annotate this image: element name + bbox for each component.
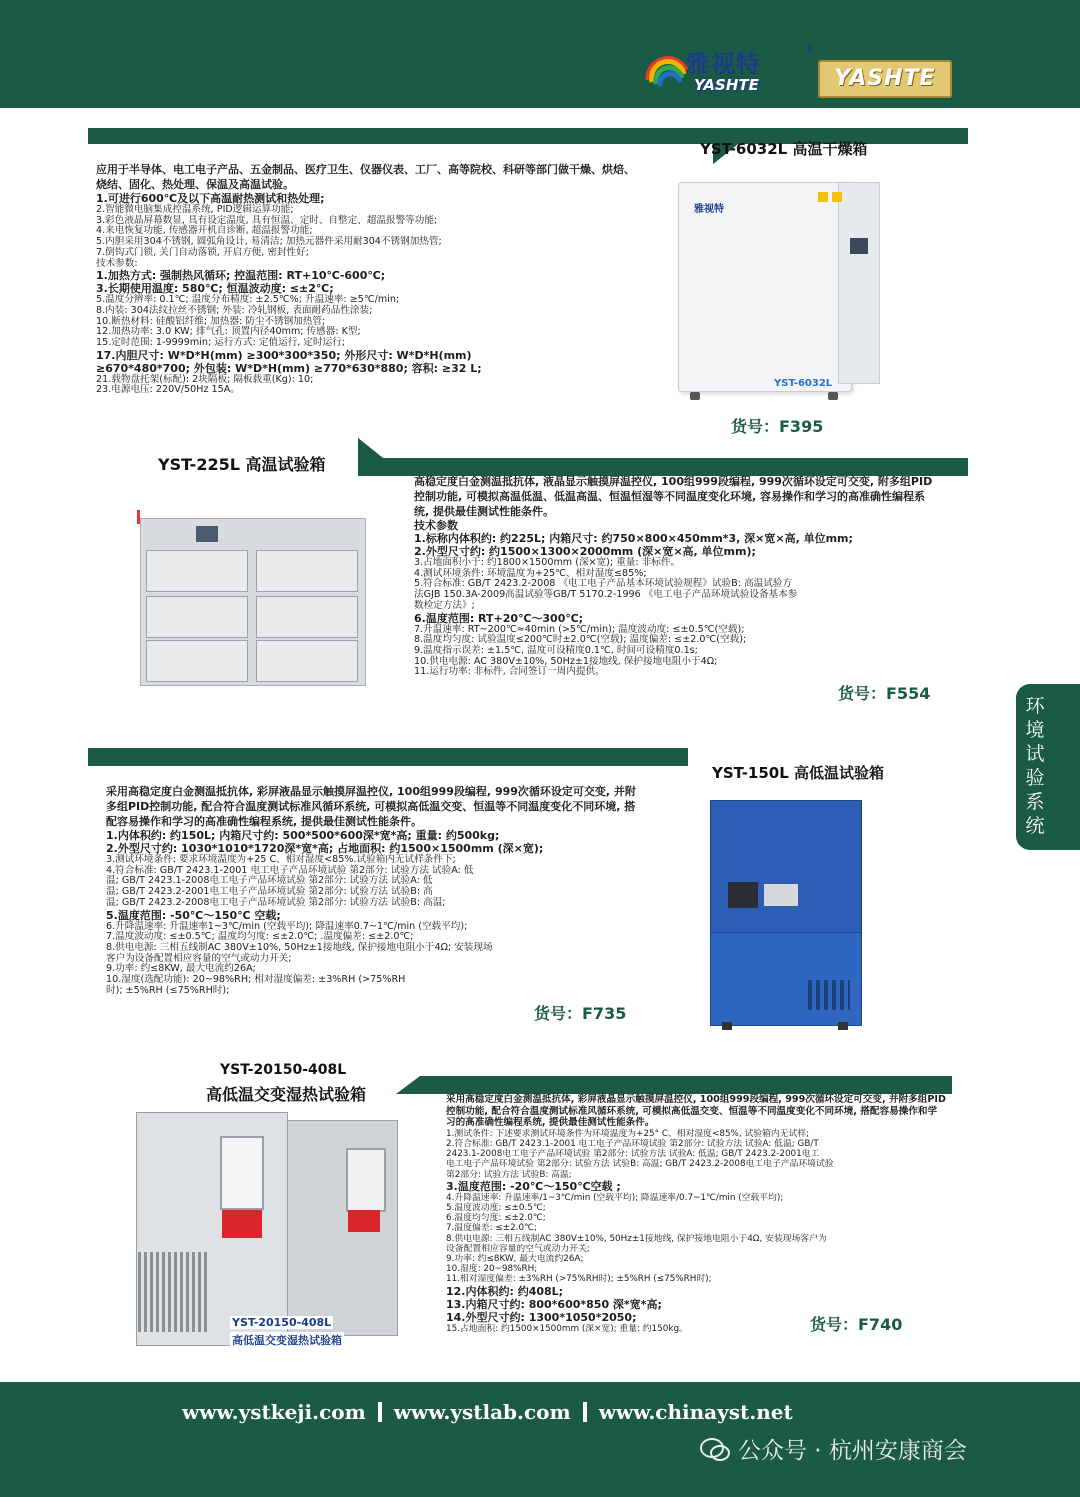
product-title: YST-150L 高低温试验箱 xyxy=(712,764,885,782)
spec-line: 2.智能微电脑集成控温系统, PID逻辑运算功能; xyxy=(96,204,294,215)
spec-line: 10.湿度(选配功能): 20~98%RH; 相对湿度偏差: ±3%RH (>75%RH xyxy=(106,974,406,986)
spec-line: 1.加热方式: 强制热风循环; 控温范围: RT+10℃-600℃; xyxy=(96,269,386,283)
spec-line: 21.载物盘托架(标配): 2块隔板; 隔板载重(Kg): 10; xyxy=(96,373,314,385)
spec-line: 17.内胆尺寸: W*D*H(mm) ≥300*300*350; 外形尺寸: W*D*H(mm) xyxy=(96,348,472,362)
product-code: 货号：F395 xyxy=(731,417,824,436)
product-image-oven xyxy=(668,178,886,408)
product-spec-block xyxy=(96,162,636,396)
rainbow-logo-icon xyxy=(642,40,690,98)
spec-line: 4.来电恢复功能, 传感器开机自诊断, 超温报警功能; xyxy=(96,225,313,237)
spec-line: 技术参数: xyxy=(96,257,138,269)
chamber-door xyxy=(146,596,248,638)
chamber-caption-model: YST-20150-408L xyxy=(232,1316,332,1329)
spec-list xyxy=(106,829,636,996)
product-intro: 应用于半导体、电工电子产品、五金制品、医疗卫生、仪器仪表、工厂、高等院校、科研等部门做干燥、烘焙、烧结、固化、热处理、保温及高温试验。 xyxy=(96,163,635,191)
spec-list xyxy=(96,192,636,396)
footer-links xyxy=(182,1400,793,1424)
brand-name-cn: 雅视特 xyxy=(686,49,761,78)
spec-line: 13.内箱尺寸约: 800*600*850 深*宽*高; xyxy=(446,1297,662,1311)
spec-line: 3.彩色液晶屏幕数显, 具有设定温度, 具有恒温、定时、自整定、超温报警等功能; xyxy=(96,214,438,226)
spec-line: 1.测试条件: 下述要求测试环境条件为环境温度为+25° C、相对湿度<85%, 试验箱内无试样; xyxy=(446,1128,810,1139)
spec-line: 7.温度波动度: ≤±0.5℃; 温度均匀度: ≤±2.0℃; .温度偏差: ≤±2.0℃; xyxy=(106,931,414,943)
spec-line: 10.供电电源: AC 380V±10%, 50Hz±1接地线, 保护接地电阻小于4Ω; xyxy=(414,655,718,667)
product-spec-block xyxy=(446,1094,946,1334)
wechat-account xyxy=(700,1432,967,1465)
chamber-screen xyxy=(728,882,758,908)
spec-line: 2.符合标准: GB/T 2423.1-2001 电工电子产品环境试验 第2部分: 试验方法 试验A: 低温; GB/T xyxy=(446,1138,819,1149)
spec-line: 1.标称内体积约: 约225L; 内箱尺寸: 约750×800×450mm*3, 深×宽×高, 单位mm; xyxy=(414,532,853,545)
caster-wheel xyxy=(838,1022,848,1030)
spec-line: 数检定方法》; xyxy=(414,599,475,611)
spec-line: 7.倒钩式门锁, 关门自动落锁, 开启方便, 密封性好; xyxy=(96,246,309,258)
website-link[interactable]: www.chinayst.net xyxy=(598,1400,793,1424)
product-title: 高低温交变湿热试验箱 xyxy=(206,1085,367,1104)
spec-line: 技术参数 xyxy=(414,519,458,532)
product-title: YST-6032L 高温干燥箱 xyxy=(700,140,868,158)
product-spec-block xyxy=(106,784,636,996)
chamber-caption-name: 高低温交变湿热试验箱 xyxy=(232,1334,342,1347)
spec-line: 3.长期使用温度: 580℃; 恒温波动度: ≤±2℃; xyxy=(96,282,334,296)
caster-wheel xyxy=(690,392,700,400)
chamber-door xyxy=(256,550,358,592)
spec-line: 9.功率: 约≤8KW, 最大电流约26A; xyxy=(106,963,256,975)
category-label: 环境试验系统 xyxy=(1025,695,1045,837)
spec-line: 第2部分: 试验方法 试验B: 高温; xyxy=(446,1169,572,1180)
caster-wheel xyxy=(828,392,838,400)
website-link[interactable]: www.ystlab.com xyxy=(393,1400,571,1424)
spec-line: 3.占地面积小于: 约1800×1500mm (深×宽); 重量: 非标件。 xyxy=(414,557,681,568)
spec-line: 电工电子产品环境试验 第2部分: 试验方法 试验B: 高温; GB/T 2423.2-2008电工电子产品环境试验 xyxy=(446,1159,834,1170)
chamber-panel xyxy=(222,1210,262,1238)
product-image-chamber xyxy=(136,510,368,692)
spec-line: 2.外型尺寸约: 1030*1010*1720深*宽*高; 占地面积: 约1500×1500mm (深×宽); xyxy=(106,842,544,855)
oven-logo: 雅视特 xyxy=(694,204,724,215)
spec-line: 8.供电电源: 三相五线制AC 380V±10%, 50Hz±1接地线, 保护接地电阻小于4Ω; 安装现场 xyxy=(106,941,493,953)
spec-line: 温; GB/T 2423.2-2001电工电子产品环境试验 第2部分: 试验方法 试验B: 高 xyxy=(106,886,433,898)
spec-line: 3.温度范围: -20℃～150℃空载 ; xyxy=(446,1179,621,1193)
chamber-door xyxy=(256,596,358,638)
vent-grille xyxy=(808,980,850,1010)
separator xyxy=(583,1402,587,1422)
vent-grille xyxy=(138,1252,208,1332)
section-rule-4 xyxy=(396,1066,952,1096)
spec-line: 客户为设备配置相应容量的空气或动力开关; xyxy=(106,952,292,964)
spec-line: ≥670*480*700; 外包装: W*D*H(mm) ≥770*630*880; 容积: ≥32 L; xyxy=(96,361,482,375)
product-code: 货号：F740 xyxy=(810,1315,903,1334)
separator xyxy=(378,1402,382,1422)
spec-line: 4.测试环境条件: 环境温度为+25℃、相对湿度≤85%; xyxy=(414,567,647,579)
spec-line: 设备配置相应容量的空气或动力开关; xyxy=(446,1243,590,1254)
spec-line: 6.升降温速率: 升温速率1~3℃/min (空载平均); 降温速率0.7~1℃/min (空载平均); xyxy=(106,920,468,932)
spec-line: 4.符合标准: GB/T 2423.1-2001 电工电子产品环境试验 第2部分: 试验方法 试验A: 低 xyxy=(106,864,474,876)
spec-line: 15.定时范围: 1-9999min; 运行方式: 定值运行, 定时运行; xyxy=(96,337,346,349)
spec-line: 2.外型尺寸约: 约1500×1300×2000mm (深×宽×高, 单位mm); xyxy=(414,545,756,558)
warning-label-icon xyxy=(818,192,828,202)
chamber-window xyxy=(764,884,798,906)
spec-line: 1.可进行600℃及以下高温耐热测试和热处理; xyxy=(96,192,325,205)
spec-line: 1.内体积约: 约150L; 内箱尺寸约: 500*500*600深*宽*高; 重量: 约500kg; xyxy=(106,829,500,842)
product-intro: 高稳定度白金测温抵抗体, 液晶显示触摸屏温控仪, 100组999段编程, 999次循环设定可交变, 附多组PID控制功能, 可模拟高温低温、低温高温、恒温恒湿等不同温度变化环境, 容易操作和学习的高准确性编程系统, 提供最佳测试性能条件。 xyxy=(414,475,933,518)
chamber-panel xyxy=(348,1210,380,1232)
product-title-model: YST-20150-408L xyxy=(220,1062,347,1078)
chamber-window xyxy=(220,1136,264,1210)
oven-side-panel xyxy=(838,182,880,384)
chamber-lower-body xyxy=(710,932,862,1026)
product-title: YST-225L 高温试验箱 xyxy=(158,455,326,474)
spec-line: 8.供电电源: 三相五线制AC 380V±10%, 50Hz±1接地线, 保护接地电阻小于4Ω, 安装现场客户为 xyxy=(446,1233,827,1244)
spec-line: 9.温度指示误差: ±1.5℃, 温度可设精度0.1℃, 时间可设精度0.1s; xyxy=(414,644,698,656)
product-intro: 采用高稳定度白金测温抵抗体, 彩屏液晶显示触摸屏温控仪, 100组999段编程, 999次循环设定可交变, 并附多组PID控制功能, 配合符合温度测试标准风循环系统, 可模拟高低温交变、恒温等不同温度变化不同环境, 搭配容易操作和学习的高准确性编程系统, 提供最佳测试性能条件。 xyxy=(106,785,636,828)
spec-line: 8.内装: 304法纹拉丝不锈钢; 外装: 冷轧钢板, 表面耐药品性涂装; xyxy=(96,304,373,316)
chamber-door xyxy=(146,640,248,682)
spec-line: 5.温度波动度: ≤±0.5℃; xyxy=(446,1203,546,1213)
chamber-screen xyxy=(196,526,218,542)
spec-line: 10.湿度: 20~98%RH; xyxy=(446,1264,538,1275)
spec-line: 2423.1-2008电工电子产品环境试验 第2部分: 试验方法 试验A: 低温; GB/T 2423.2-2001电工 xyxy=(446,1149,820,1160)
product-code: 货号：F554 xyxy=(838,684,931,703)
spec-line: 15.占地面积: 约1500×1500mm (深×宽); 重量: 约150kg。 xyxy=(446,1323,688,1334)
registered-mark: ® xyxy=(804,42,815,55)
spec-line: 4.升降温速率: 升温速率/1~3℃/min (空载平均); 降温速率/0.7~1℃/min (空载平均); xyxy=(446,1192,784,1203)
spec-line: 8.温度均匀度: 试验温度≤200℃时±2.0℃(空载); 温度偏差: ≤±2.0℃(空载); xyxy=(414,634,747,646)
spec-line: 时); ±5%RH (≤75%RH时); xyxy=(106,984,230,996)
brand-logo xyxy=(642,36,952,104)
spec-line: 12.加热功率: 3.0 KW; 排气孔: 顶置内径40mm; 传感器: K型; xyxy=(96,326,361,338)
spec-list xyxy=(446,1129,946,1334)
product-spec-block xyxy=(414,474,939,678)
spec-line: 5.温度范围: -50℃～150℃ 空载; xyxy=(106,908,281,922)
signal-light-icon xyxy=(137,510,140,524)
spec-line: 6.温度范围: RT+20℃～300℃; xyxy=(414,611,584,625)
spec-line: 10.断热材料: 硅酸铝纤维; 加热器: 防尘不锈钢加热管; xyxy=(96,315,326,327)
product-image-humidity-chambers xyxy=(134,1112,398,1348)
spec-line: 5.符合标准: GB/T 2423.2-2008 《电工电子产品基本环境试验规程》试验B: 高温试验方 xyxy=(414,578,792,590)
oven-screen xyxy=(850,238,868,254)
chamber-upper-body xyxy=(710,800,862,934)
spec-line: 14.外型尺寸约: 1300*1050*2050; xyxy=(446,1310,637,1324)
product-image-blue-chamber xyxy=(708,800,864,1032)
spec-line: 23.电源电压: 220V/50Hz 15A。 xyxy=(96,384,240,396)
brand-name-en-box: YASHTE xyxy=(818,60,952,98)
spec-line: 5.温度分辨率: 0.1℃; 温度分布精度: ±2.5℃%; 升温速率: ≥5℃/min; xyxy=(96,294,400,306)
spec-line: 3.测试环境条件: 要求环境温度为+25 C、相对湿度<85%.试验箱内无试样条件下; xyxy=(106,854,456,865)
brand-name-en-small: YASHTE xyxy=(694,76,759,94)
chamber-door xyxy=(256,640,358,682)
spec-line: 12.内体积约: 约408L; xyxy=(446,1284,564,1298)
spec-line: 6.温度均匀度: ≤±2.0℃; xyxy=(446,1213,546,1224)
chamber-window xyxy=(346,1148,386,1212)
spec-list xyxy=(414,519,939,678)
spec-line: 法GJB 150.3A-2009高温试验等GB/T 5170.2-1996 《电工电子产品环境试验设备基本参 xyxy=(414,589,798,601)
spec-line: 7.升温速率: RT~200℃≈40min (>5℃/min); 温度波动度: ≤±0.5℃(空载); xyxy=(414,623,745,635)
spec-line: 温; GB/T 2423.1-2008电工电子产品环境试验 第2部分: 试验方法 试验A: 低 xyxy=(106,875,433,887)
caster-wheel xyxy=(722,1022,732,1030)
spec-line: 7.温度偏差: ≤±2.0℃; xyxy=(446,1223,537,1234)
wechat-icon xyxy=(700,1438,730,1462)
chamber-door xyxy=(146,550,248,592)
spec-line: 9.功率: 约≤8KW, 最大电流约26A; xyxy=(446,1254,584,1265)
spec-line: 温; GB/T 2423.2-2008电工电子产品环境试验 第2部分: 试验方法 试验B: 高温; xyxy=(106,896,446,908)
spec-line: 11.运行功率: 非标件, 合同签订一周内提供。 xyxy=(414,666,605,678)
warning-label-icon xyxy=(832,192,842,202)
spec-line: 5.内胆采用304不锈钢, 圆弧角设计, 易清洁; 加热元器件采用耐304不锈钢加热管; xyxy=(96,236,442,248)
spec-line: 11.相对湿度偏差: ±3%RH (>75%RH时); ±5%RH (≤75%RH时); xyxy=(446,1274,712,1285)
oven-model-label: YST-6032L xyxy=(774,378,833,389)
wechat-account-name: 公众号 · 杭州安康商会 xyxy=(738,1438,967,1464)
website-link[interactable]: www.ystkeji.com xyxy=(182,1400,366,1424)
product-code: 货号：F735 xyxy=(534,1004,627,1023)
product-intro: 采用高稳定度白金测温抵抗体, 彩屏液晶显示触摸屏温控仪, 100组999段编程, 999次循环设定可交变, 并附多组PID控制功能, 配合符合温度测试标准风循环系统, 可模拟高低温交变、恒温等不同温度变化不同环境, 搭配容易操作和学习的高准确性编程系统, 提供最佳测试性能条件。 xyxy=(446,1094,946,1129)
